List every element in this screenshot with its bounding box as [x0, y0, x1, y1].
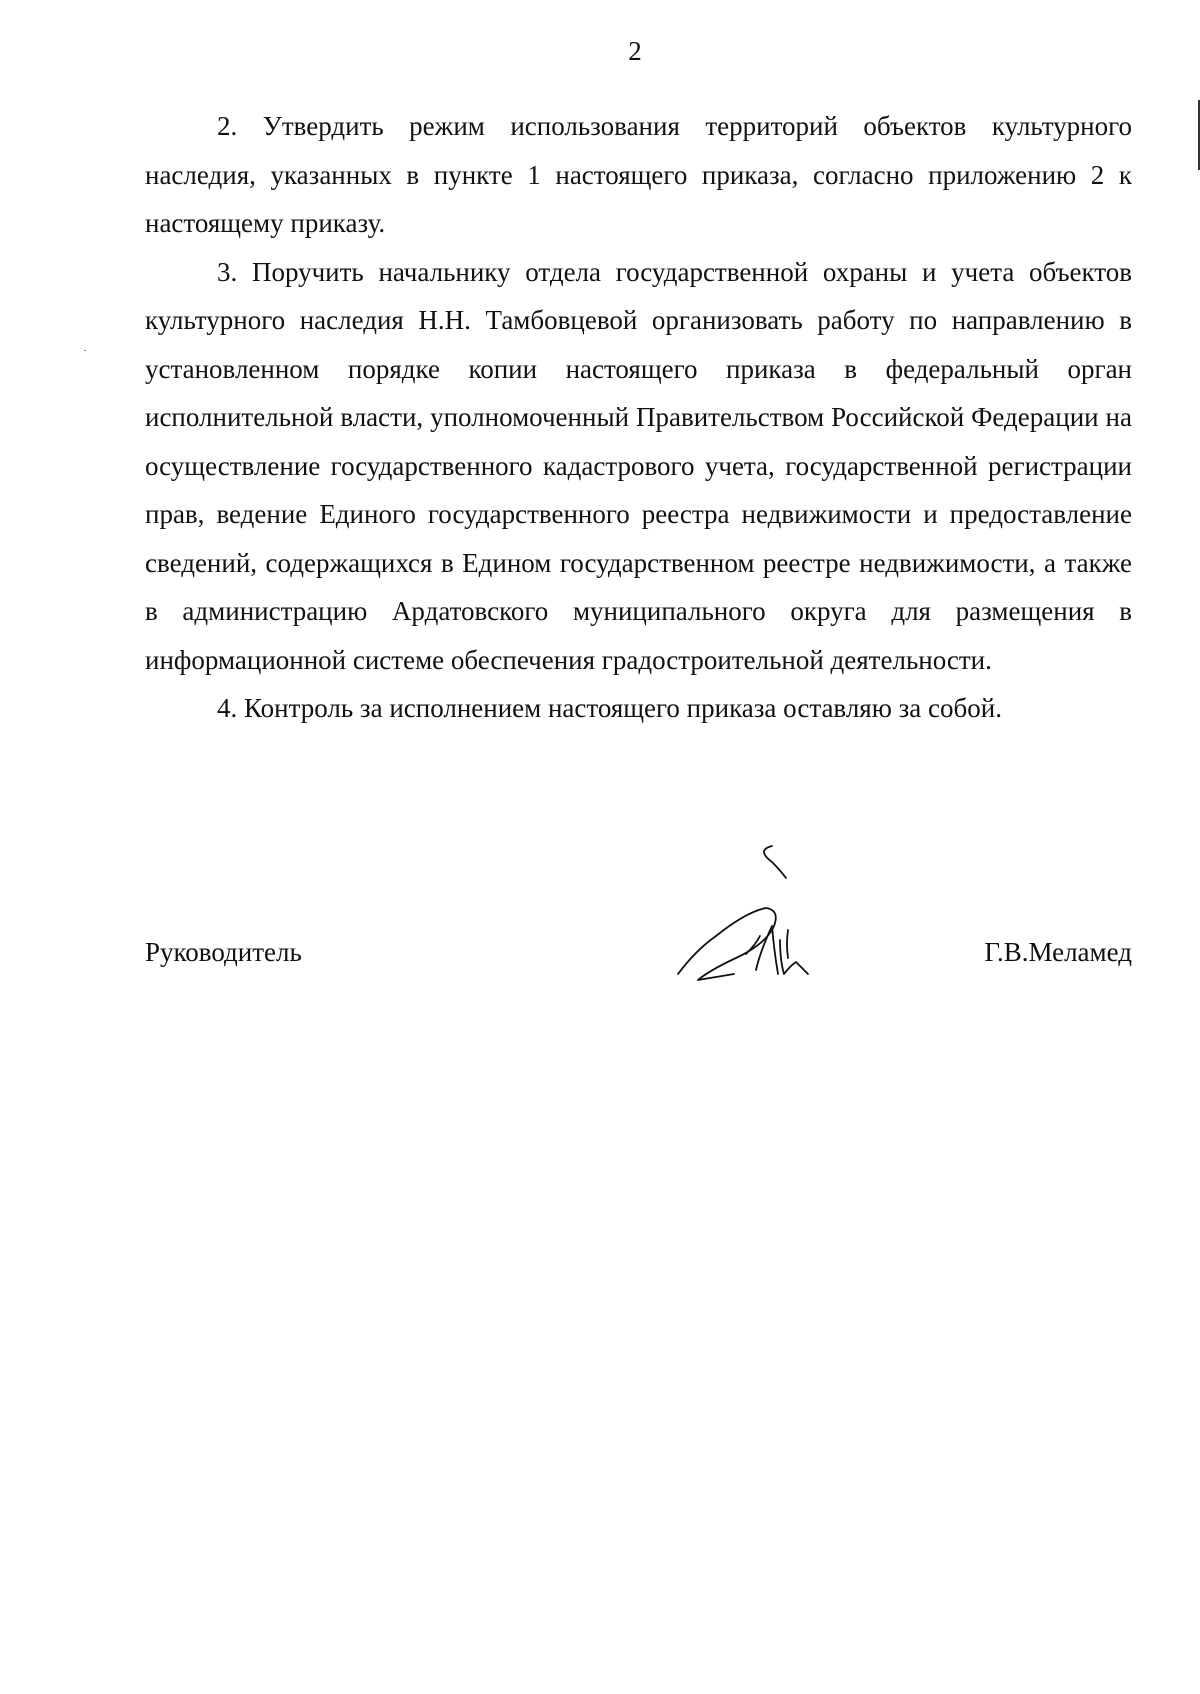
paragraph-3: 3. Поручить начальнику отдела государственной охраны и учета объектов культурного наследия Н.Н. Тамбовцевой организовать работу по направлению в установленном порядке копии настоящего приказа в федеральный орган исполнительной власти, уполномоченный Правительством Российской Федерации на осуществление государственного кадастрового учета, государственной регистрации прав, ведение Единого государственного реестра недвижимости и предоставление сведений, содержащихся в Едином государственном реестре недвижимости, а также в администрацию Ардатовского муниципального округа для размещения в информационной системе обеспечения градостроительной деятельности.: [145, 256, 1132, 675]
paragraph-4: 4. Контроль за исполнением настоящего приказа оставляю за собой.: [217, 693, 1002, 723]
page-number: 2: [628, 36, 642, 66]
signatory-name: Г.В.Меламед: [984, 937, 1132, 967]
document-body: [145, 102, 1132, 733]
scan-artifact: [84, 350, 86, 351]
paragraph-2: 2. Утвердить режим использования территорий объектов культурного наследия, указанных в пункте 1 настоящего приказа, согласно приложению 2 к настоящему приказу.: [145, 111, 1132, 238]
handwritten-signature: [676, 840, 826, 1000]
signatory-position: Руководитель: [145, 937, 302, 967]
signature-block: [145, 935, 1132, 975]
